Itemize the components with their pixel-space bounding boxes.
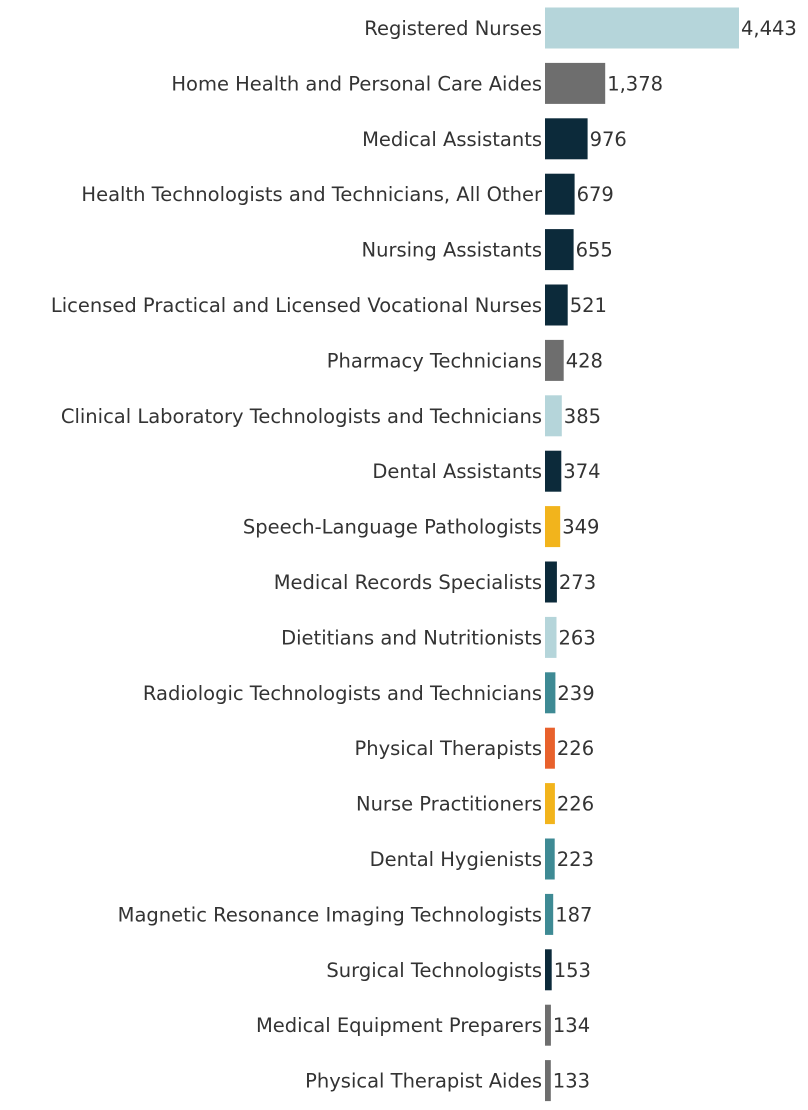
category-label: Clinical Laboratory Technologists and Technicians [60,404,542,428]
category-label: Magnetic Resonance Imaging Technologists [117,903,542,927]
bar [545,229,574,270]
bar [545,783,555,824]
value-label: 239 [557,681,595,705]
bar [545,8,739,49]
category-label: Pharmacy Technicians [326,349,542,373]
value-label: 153 [553,958,591,982]
category-label: Medical Assistants [362,127,542,151]
value-label: 187 [555,903,593,927]
category-label: Health Technologists and Technicians, All Other [81,183,542,207]
category-labels-group [51,17,543,1093]
bar [545,63,605,104]
bar [545,728,555,769]
category-label: Radiologic Technologists and Technicians [142,681,542,705]
bar [545,839,555,880]
bars-group [545,8,739,1102]
bar [545,672,555,713]
value-label: 679 [576,183,614,207]
category-label: Surgical Technologists [326,958,542,982]
bar [545,174,575,215]
value-labels-group [553,17,797,1093]
category-label: Nursing Assistants [361,238,542,262]
category-label: Physical Therapist Aides [305,1069,542,1093]
bar [545,617,557,658]
value-label: 4,443 [741,17,797,40]
category-label: Medical Records Specialists [273,571,542,594]
category-label: Medical Equipment Preparers [255,1014,542,1038]
bar [545,949,552,990]
value-label: 273 [558,571,597,594]
value-label: 226 [556,792,595,816]
bar [545,1060,551,1101]
value-label: 374 [563,460,601,484]
value-label: 263 [558,626,596,650]
value-label: 349 [562,515,600,539]
value-label: 655 [575,238,613,262]
bar [545,395,562,436]
category-label: Licensed Practical and Licensed Vocational Nurses [50,294,542,317]
value-label: 226 [556,737,595,761]
bar [545,451,561,492]
category-label: Dietitians and Nutritionists [281,626,542,650]
value-label: 1,378 [607,72,664,96]
category-label: Nurse Practitioners [355,792,542,816]
category-label: Speech-Language Pathologists [242,515,542,539]
category-label: Home Health and Personal Care Aides [171,72,542,96]
value-label: 133 [552,1069,591,1093]
value-label: 223 [556,848,594,871]
category-label: Dental Assistants [372,460,542,484]
bar [545,894,553,935]
category-label: Registered Nurses [364,17,542,40]
value-label: 521 [569,294,607,317]
bar [545,118,588,159]
value-label: 134 [552,1014,591,1038]
value-label: 385 [563,404,602,428]
bar [545,506,560,547]
category-label: Dental Hygienists [369,848,542,871]
bar [545,340,564,381]
value-label: 976 [589,127,627,151]
value-label: 428 [565,349,603,373]
bar [545,562,557,603]
category-label: Physical Therapists [354,737,542,761]
bar [545,285,568,326]
bar [545,1005,551,1046]
